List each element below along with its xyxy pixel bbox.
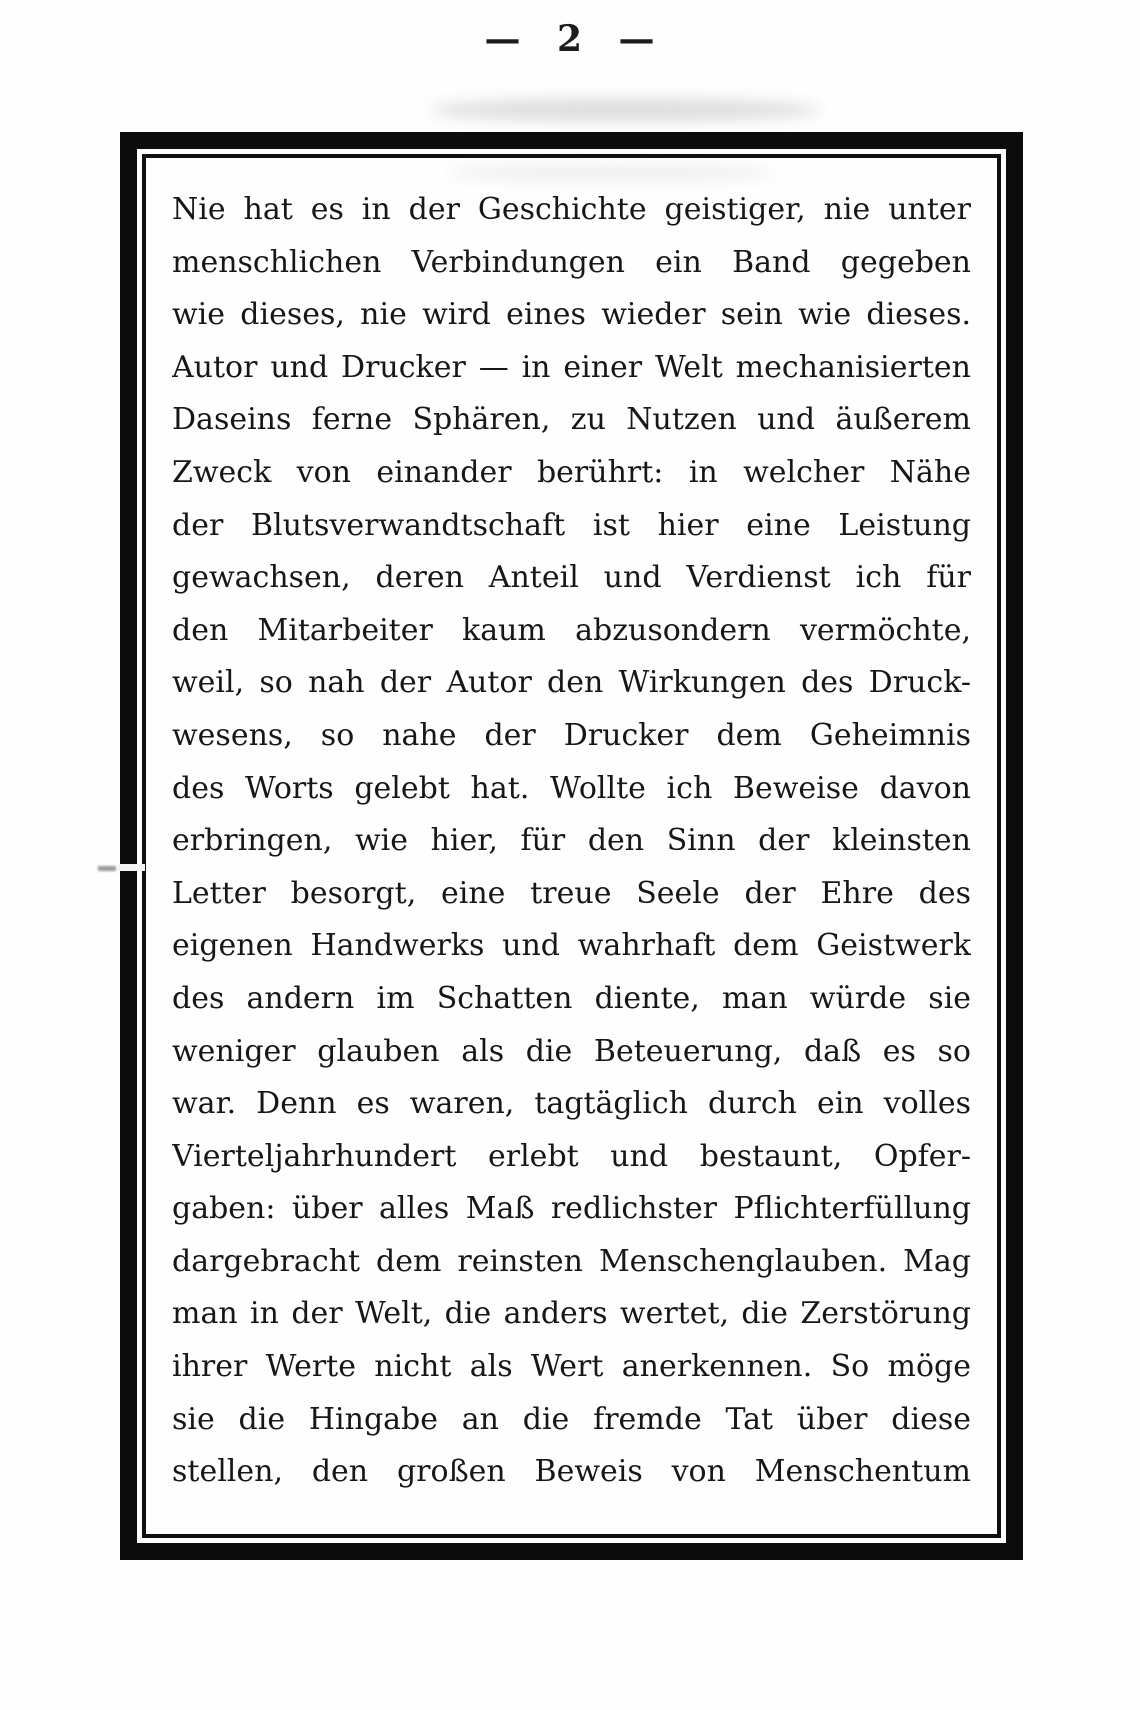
text-line: man in der Welt, die anders wertet, die Zerstörung xyxy=(172,1296,971,1332)
text-line: stellen, den großen Beweis von Menschentum xyxy=(172,1454,971,1490)
page-border-frame xyxy=(120,132,1023,1560)
text-line: Nie hat es in der Geschichte geistiger, nie unter xyxy=(172,192,971,227)
text-line: des andern im Schatten diente, man würde sie xyxy=(172,980,971,1016)
text-line: menschlichen Verbindungen ein Band gegeben xyxy=(172,244,971,280)
text-line: der Blutsverwandtschaft ist hier eine Leistung xyxy=(172,507,971,543)
text-line: weniger glauben als die Beteuerung, daß es so xyxy=(172,1033,971,1069)
text-line: war. Denn es waren, tagtäglich durch ein volles xyxy=(172,1086,971,1122)
text-line: Daseins ferne Sphären, zu Nutzen und äußerem xyxy=(172,402,971,438)
text-line: erbringen, wie hier, für den Sinn der kleinsten xyxy=(172,823,971,859)
text-line: Vierteljahrhundert erlebt und bestaunt, Opfer- xyxy=(172,1138,971,1174)
text-line: weil, so nah der Autor den Wirkungen des Druck- xyxy=(172,665,971,701)
scan-smudge xyxy=(446,166,776,180)
text-line: wie dieses, nie wird eines wieder sein wie dieses. xyxy=(172,297,971,333)
text-line: gewachsen, deren Anteil und Verdienst ich für xyxy=(172,560,971,596)
scan-notch-mark xyxy=(118,864,145,871)
text-line: sie die Hingabe an die fremde Tat über diese xyxy=(172,1401,971,1437)
scan-smudge xyxy=(430,98,820,122)
text-line: Autor und Drucker — in einer Welt mechanisierten xyxy=(172,349,971,385)
inner-rule-frame xyxy=(142,154,1001,1538)
text-line: wesens, so nahe der Drucker dem Geheimnis xyxy=(172,717,971,753)
text-line: dargebracht dem reinsten Menschenglauben. Mag xyxy=(172,1243,971,1279)
text-line: Zweck von einander berührt: in welcher Nähe xyxy=(172,454,971,490)
text-line: Letter besorgt, eine treue Seele der Ehre des xyxy=(172,875,971,911)
text-line: eigenen Handwerks und wahrhaft dem Geistwerk xyxy=(172,928,971,964)
scan-tick-mark xyxy=(98,866,116,871)
text-line: gaben: über alles Maß redlichster Pflichterfüllung xyxy=(172,1191,971,1227)
text-line: den Mitarbeiter kaum abzusondern vermöchte, xyxy=(172,612,971,648)
body-text xyxy=(172,184,971,1499)
text-line: ihrer Werte nicht als Wert anerkennen. So möge xyxy=(172,1349,971,1385)
page-number: — 2 — xyxy=(484,18,656,60)
text-line: des Worts gelebt hat. Wollte ich Beweise davon xyxy=(172,770,971,806)
